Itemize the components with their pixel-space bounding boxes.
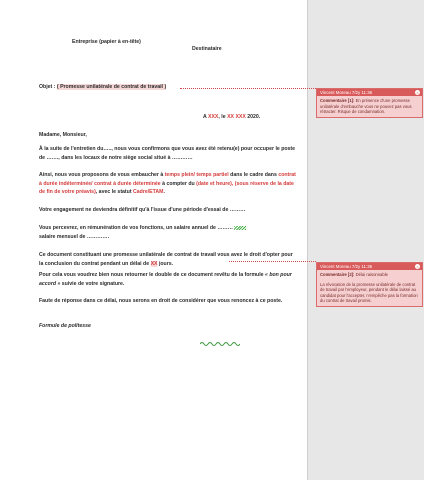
date-year: 2020. (247, 114, 261, 120)
offer-time-option[interactable]: temps plein/ temps partiel (164, 172, 229, 178)
salutation: Madame, Monsieur, (39, 132, 87, 138)
paragraph-option-period (39, 251, 297, 268)
closing-formula (39, 322, 297, 331)
close-icon[interactable]: × (416, 90, 419, 95)
signature-squiggle-icon (200, 341, 240, 346)
comment-2-text: Délai raisonnable (355, 272, 388, 277)
comment-2-author: Vincent Moreau 7/2y 11:35 (320, 264, 373, 269)
paragraph-interview: À la suite de l'entretien du….., nous vous confirmons que vous avez été retenu(e) pour occuper le poste de ……., dans les locaux de notre siège social situé à ………… (39, 146, 296, 161)
offer-status-option[interactable]: Cadre/ETAM (133, 189, 164, 196)
comment-1-connector (180, 88, 316, 89)
paragraph-offer (39, 171, 297, 197)
recipient-header: Destinataire (192, 46, 222, 52)
paragraph-acceptance (39, 271, 297, 288)
salary-annual-text: Vous percevrez, en rémunération de vos fonctions, un salaire annuel de ……… (39, 225, 233, 231)
acceptance-formula: « bon pour accord » (39, 272, 292, 287)
offer-contract-option[interactable]: contrat à durée indéterminée/ contrat à durée déterminée (39, 172, 296, 187)
closing-text: Formule de politesse (39, 323, 91, 329)
subject-colon: : (53, 84, 56, 90)
company-header: Entreprise (papier à en-tête) (72, 39, 141, 45)
offer-text-e: à compter du (162, 180, 195, 187)
option-text-c: jours. (158, 260, 174, 267)
offer-start-date[interactable]: (date et heure), (196, 180, 234, 187)
comment-1[interactable] (316, 88, 423, 118)
comment-2-label: Commentaire [2]: (320, 272, 355, 277)
comment-2-connector (229, 261, 316, 262)
subject-value[interactable]: ( Promesse unilatérale de contrat de travail ) (56, 84, 167, 90)
acceptance-text-c: suivie de votre signature. (61, 280, 125, 287)
subject-label: Objet (39, 84, 53, 90)
offer-notice-clause[interactable]: (sous réserve de la date de fin de votre préavis) (39, 180, 294, 196)
option-text-a: Ce document constituant une promesse unilatérale de contrat de travail vous avez le droit d'opter pour la conclusion du contrat pendant un délai de (39, 252, 293, 267)
paragraph-no-response: Faute de réponse dans ce délai, nous serons en droit de considérer que vous renoncez à ce poste. (39, 298, 283, 304)
comment-1-label: Commentaire [1]: (320, 98, 355, 103)
comment-1-body (317, 96, 422, 117)
comments-margin (307, 0, 424, 480)
option-days-placeholder[interactable]: XX (150, 260, 158, 267)
offer-text-a: Ainsi, nous vous proposons de vous embaucher à (39, 172, 164, 178)
place-placeholder[interactable]: XXX (208, 114, 219, 120)
paragraph-salary (39, 224, 297, 241)
acceptance-text-a: Pour cela vous voudrez bien nous retourner le double de ce document revêtu de la formule (39, 272, 264, 278)
comment-1-text: En présence d'une promesse unilatérale d'embauche vous ne pouvez pas vous rétracter. Risque de condamnation. (320, 98, 412, 115)
comment-2-body (317, 270, 422, 306)
offer-text-h: , avec le statut (95, 189, 132, 196)
place-date-line (203, 114, 260, 120)
offer-text-c: dans le cadre dans (230, 172, 277, 178)
paragraph-trial-period: Votre engagement ne deviendra définitif qu'à l'issue d'une période d'essai de ……… (39, 207, 246, 213)
comment-2[interactable] (316, 262, 423, 307)
comment-2-header (317, 263, 422, 270)
comment-1-author: Vincent Moreau 7/2y 11:36 (320, 90, 373, 95)
close-icon[interactable]: × (416, 264, 419, 269)
salary-monthly-text: salaire mensuel de …………. (39, 233, 110, 240)
comment-1-header (317, 89, 422, 96)
date-prefix: , le (218, 114, 226, 120)
place-prefix: A (203, 114, 207, 120)
date-placeholder[interactable]: XX XXX (227, 114, 246, 120)
comment-2-text-extra: La révocation de la promesse unilatérale de contrat de travail par l'employeur, pendant le délai laissé au candidat pour l'accepter, n'empêche pas la formation du contrat de travail promis. (320, 281, 418, 304)
spellcheck-mark-icon (234, 226, 246, 230)
subject-line (39, 84, 166, 90)
offer-text-j: . (163, 189, 165, 196)
